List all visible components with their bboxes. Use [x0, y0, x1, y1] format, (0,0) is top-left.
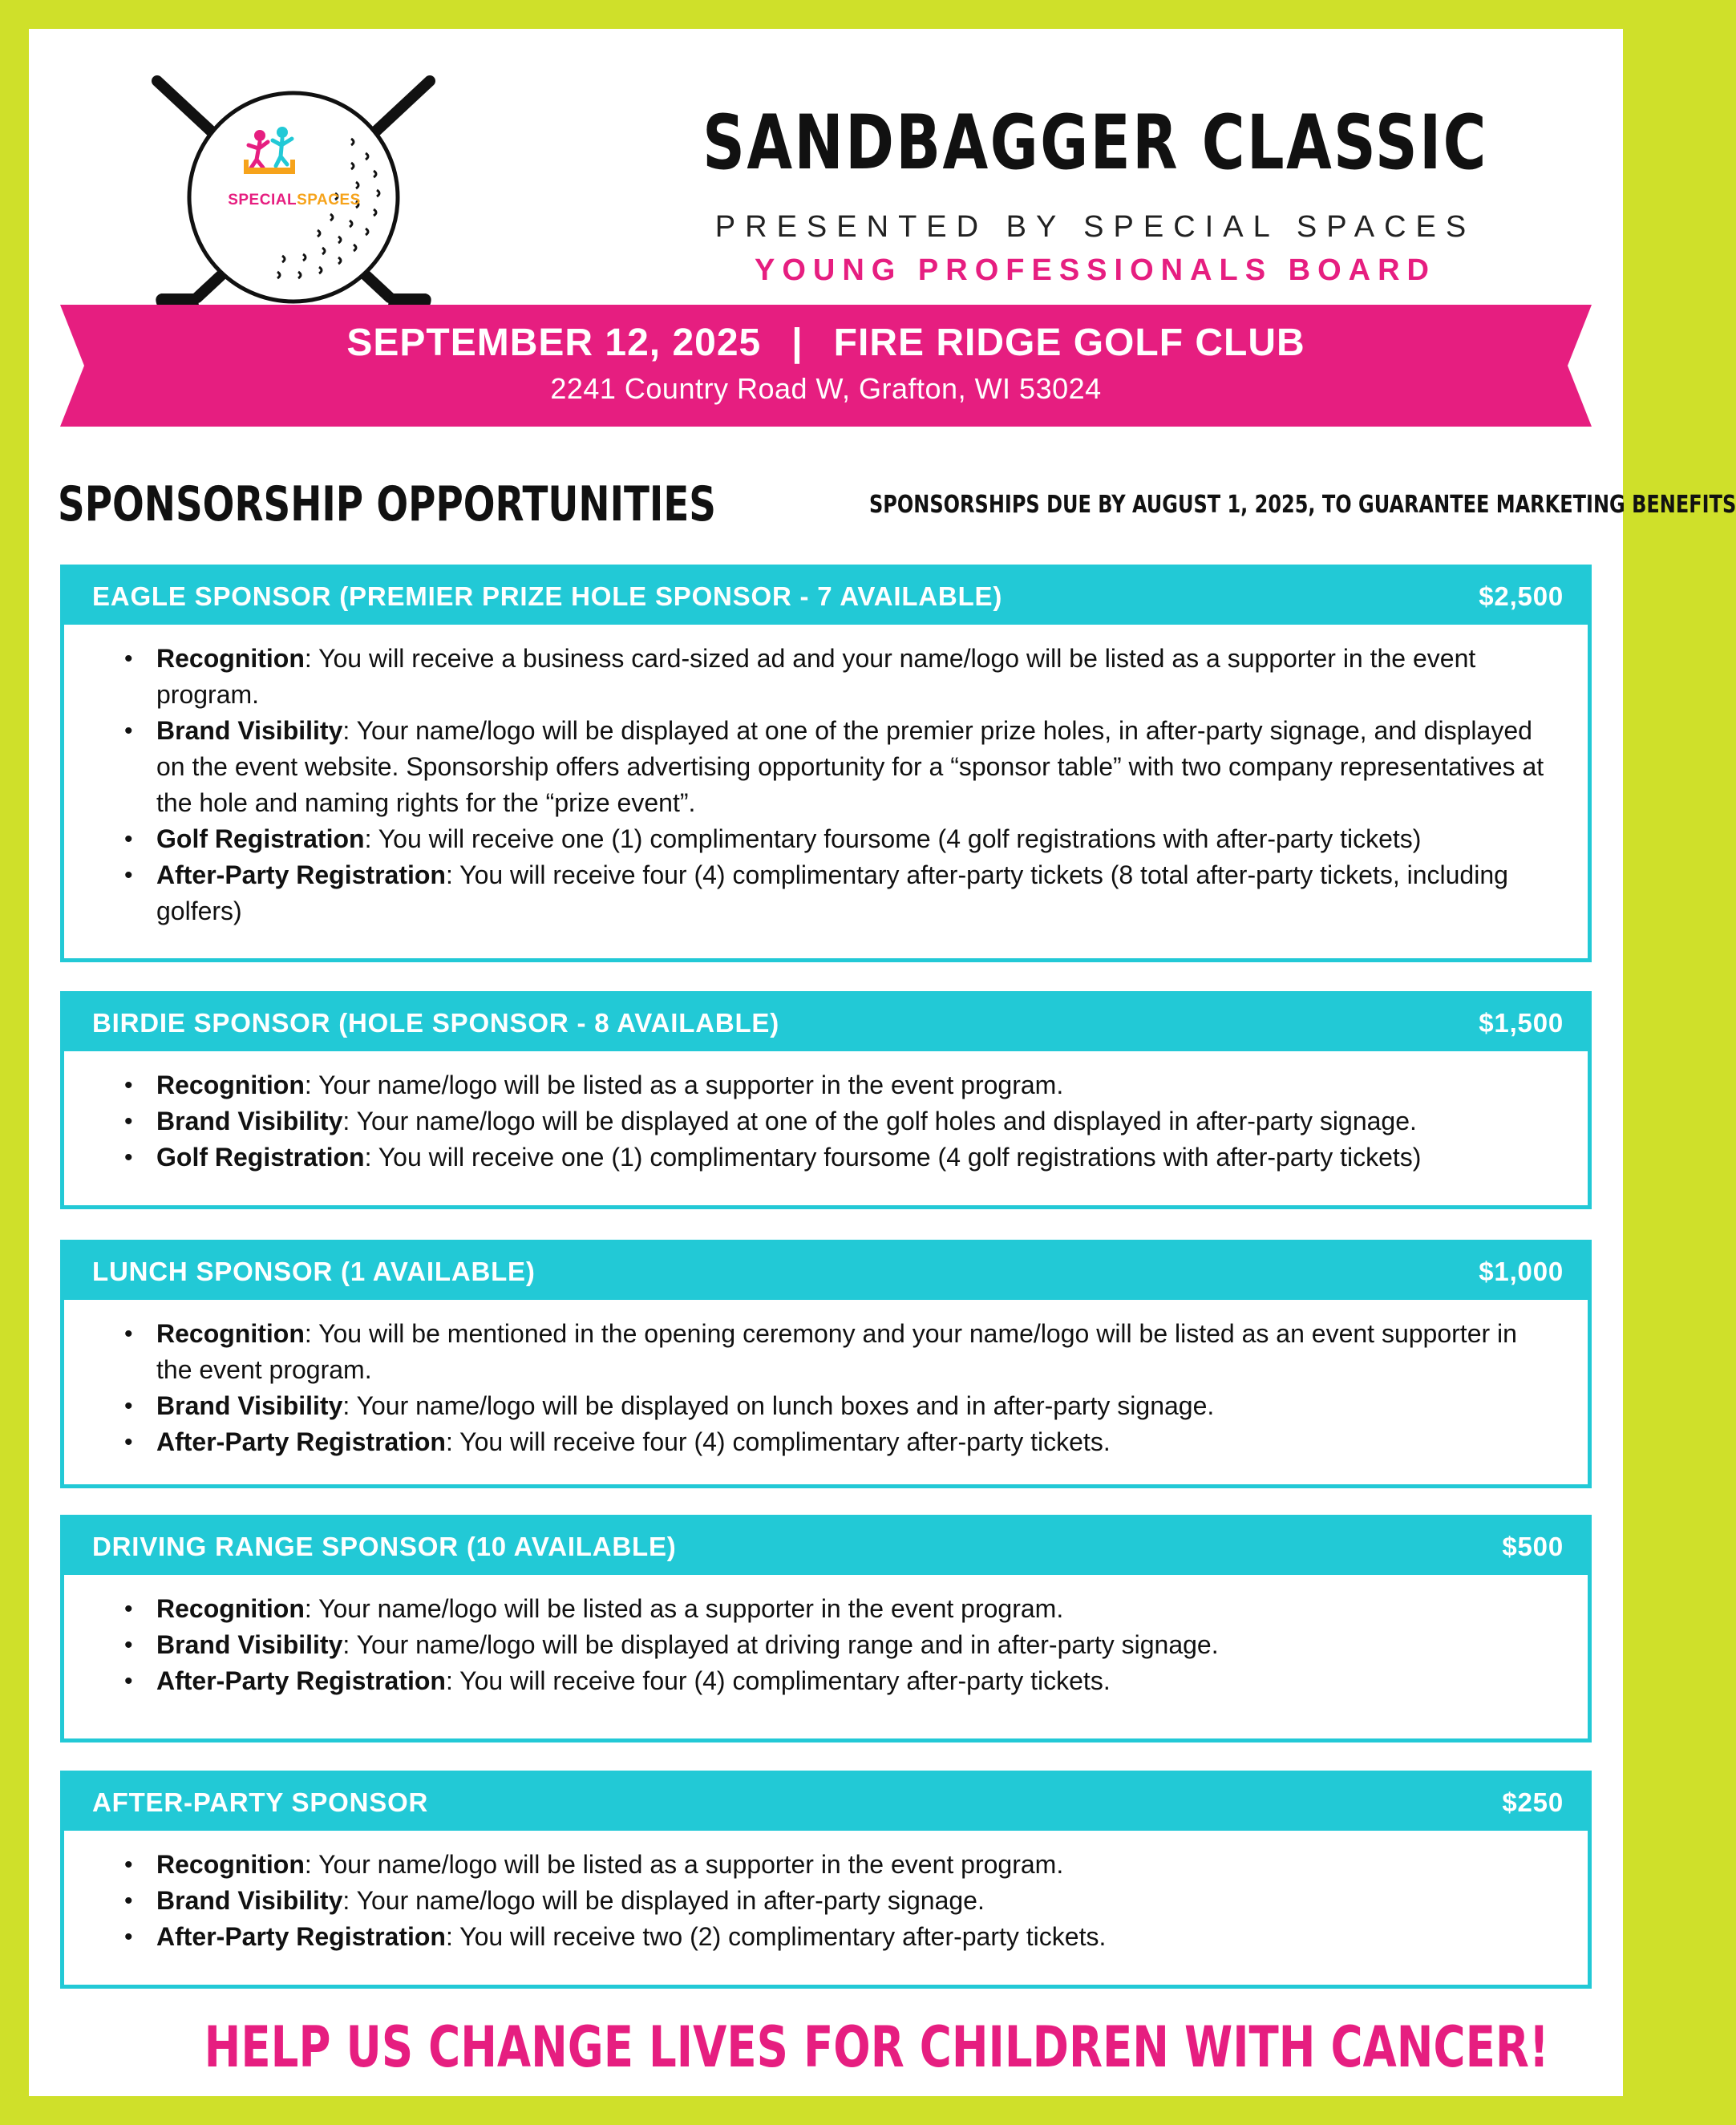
benefit-item: • After-Party Registration: You will receive four (4) complimentary after-party tickets (8 total after-party tickets, including golfers) — [124, 857, 1556, 929]
special-spaces-wordmark: SPECIALSPACES — [228, 192, 361, 208]
benefit-item: • Recognition: You will be mentioned in the opening ceremony and your name/logo will be listed as an event supporter in the event program. — [124, 1316, 1556, 1388]
benefit-item: • Golf Registration: You will receive one (1) complimentary foursome (4 golf registrations with after-party tickets) — [124, 1139, 1556, 1176]
event-ribbon — [60, 305, 1592, 427]
tier-name: LUNCH SPONSOR (1 AVAILABLE) — [92, 1257, 536, 1286]
benefit-item: • Recognition: You will receive a business card-sized ad and your name/logo will be listed as a supporter in the event program. — [124, 641, 1556, 713]
tier-price: $250 — [1502, 1787, 1564, 1817]
presented-by: PRESENTED BY SPECIAL SPACES — [714, 210, 1476, 244]
event-title: SANDBAGGER CLASSIC — [702, 99, 1488, 187]
event-date-venue — [60, 321, 1592, 365]
tier-driving-range — [60, 1515, 1592, 1742]
tier-header — [64, 1775, 1588, 1831]
sponsorship-heading: SPONSORSHIP OPPORTUNITIES — [58, 476, 716, 532]
tier-price: $1,000 — [1479, 1257, 1564, 1286]
event-venue: FIRE RIDGE GOLF CLUB — [833, 322, 1305, 364]
tier-eagle — [60, 565, 1592, 962]
ribbon-separator: | — [791, 322, 803, 364]
tier-price: $500 — [1502, 1532, 1564, 1561]
benefit-item: • Brand Visibility: Your name/logo will be displayed at one of the golf holes and displayed in after-party signage. — [124, 1103, 1556, 1139]
tier-benefits — [64, 625, 1588, 929]
benefit-item: • Recognition: Your name/logo will be listed as a supporter in the event program. — [124, 1847, 1556, 1883]
benefit-item: • Brand Visibility: Your name/logo will be displayed at driving range and in after-party signage. — [124, 1627, 1556, 1663]
tier-after-party — [60, 1771, 1592, 1989]
tier-benefits — [64, 1831, 1588, 1955]
sponsorship-due-note: SPONSORSHIPS DUE BY AUGUST 1, 2025, TO GUARANTEE MARKETING BENEFITS — [869, 491, 1736, 519]
tier-lunch — [60, 1240, 1592, 1488]
tier-benefits — [64, 1300, 1588, 1460]
board-name: YOUNG PROFESSIONALS BOARD — [755, 253, 1436, 287]
golf-logo — [149, 73, 438, 314]
benefit-item: • After-Party Registration: You will receive four (4) complimentary after-party tickets. — [124, 1663, 1556, 1699]
event-address: 2241 Country Road W, Grafton, WI 53024 — [550, 372, 1102, 405]
tier-name: EAGLE SPONSOR (PREMIER PRIZE HOLE SPONSOR - 7 AVAILABLE) — [92, 581, 1003, 611]
event-date: SEPTEMBER 12, 2025 — [346, 322, 762, 364]
benefit-item: • Golf Registration: You will receive one (1) complimentary foursome (4 golf registrations with after-party tickets) — [124, 821, 1556, 857]
tier-header — [64, 1244, 1588, 1300]
tier-header — [64, 569, 1588, 625]
benefit-item: • Brand Visibility: Your name/logo will be displayed on lunch boxes and in after-party signage. — [124, 1388, 1556, 1424]
tier-benefits — [64, 1575, 1588, 1699]
footer-tagline: HELP US CHANGE LIVES FOR CHILDREN WITH CANCER! — [204, 2014, 1549, 2080]
tier-header — [64, 1519, 1588, 1575]
tier-price: $1,500 — [1479, 1008, 1564, 1038]
benefit-item: • Brand Visibility: Your name/logo will be displayed at one of the premier prize holes, in after-party signage, and displayed on the event website. Sponsorship offers advertising opportunity for a “sponsor table” with two company representatives at the hole and naming rights for the “prize event”. — [124, 713, 1556, 821]
tier-birdie — [60, 991, 1592, 1209]
benefit-item: • Brand Visibility: Your name/logo will be displayed in after-party signage. — [124, 1883, 1556, 1919]
tier-name: DRIVING RANGE SPONSOR (10 AVAILABLE) — [92, 1532, 677, 1561]
benefit-item: • After-Party Registration: You will receive two (2) complimentary after-party tickets. — [124, 1919, 1556, 1955]
tier-benefits — [64, 1051, 1588, 1176]
tier-name: AFTER-PARTY SPONSOR — [92, 1787, 429, 1817]
tier-name: BIRDIE SPONSOR (HOLE SPONSOR - 8 AVAILABLE) — [92, 1008, 780, 1038]
tier-header — [64, 995, 1588, 1051]
flyer-page — [29, 29, 1736, 2096]
benefit-item: • Recognition: Your name/logo will be listed as a supporter in the event program. — [124, 1067, 1556, 1103]
benefit-item: • Recognition: Your name/logo will be listed as a supporter in the event program. — [124, 1591, 1556, 1627]
tier-price: $2,500 — [1479, 581, 1564, 611]
benefit-item: • After-Party Registration: You will receive four (4) complimentary after-party tickets. — [124, 1424, 1556, 1460]
